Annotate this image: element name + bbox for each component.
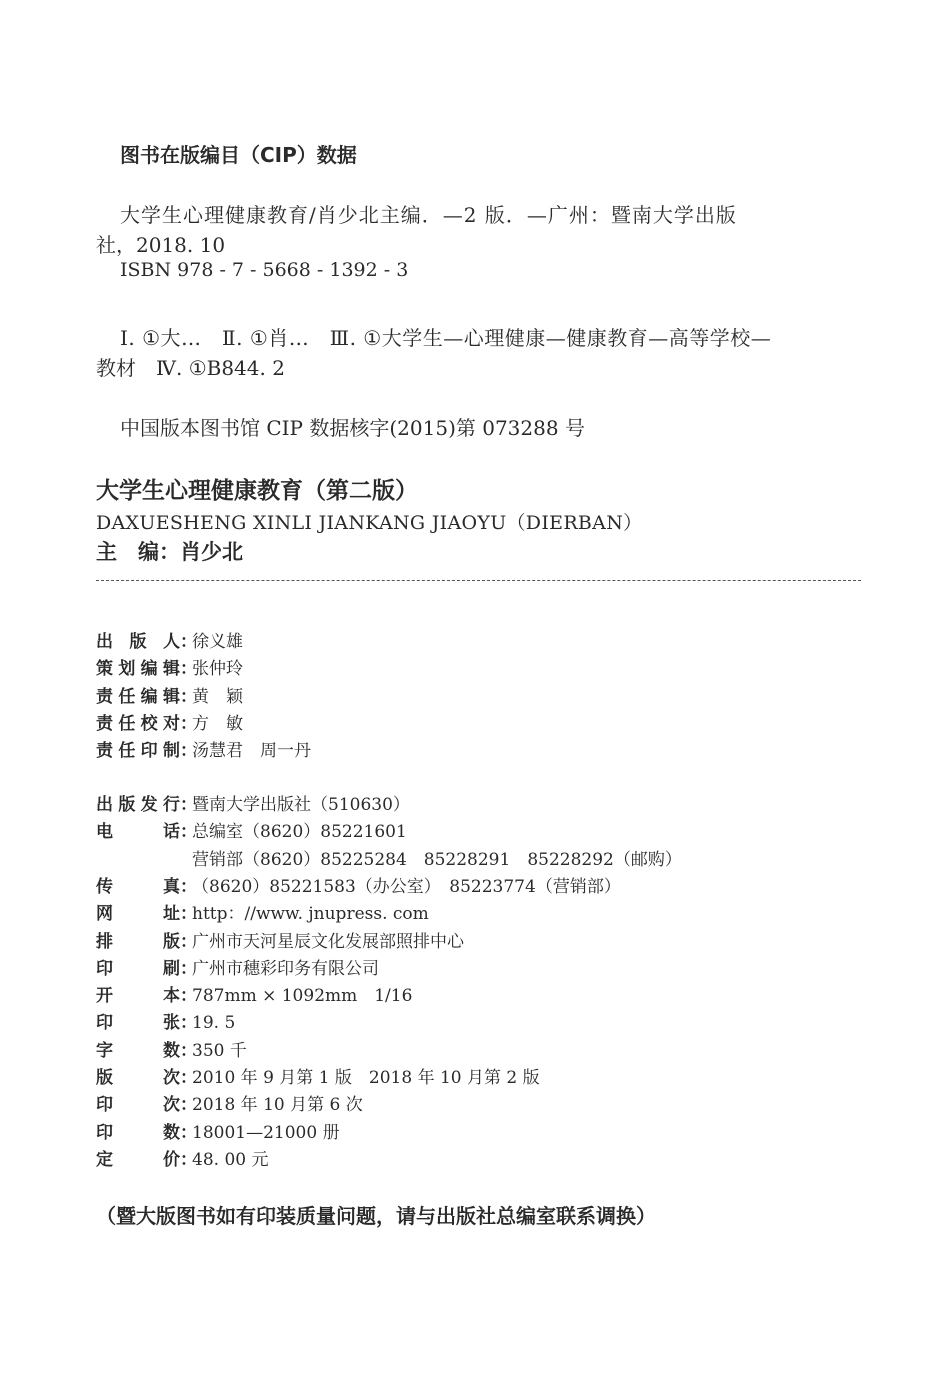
book-editor [96,536,243,566]
staff-row-label: 策 划 编 辑 [96,659,180,680]
staff-row-label: 责 任 编 辑 [96,686,180,707]
publishing-row-label: 出 版 发 行 [96,795,180,815]
staff-row-value: 张仲玲 [192,659,243,680]
publishing-row-colon: ： [180,958,197,979]
publishing-row-value: 总编室（8620）85221601 [192,822,407,843]
staff-row-label: 责 任 校 对 [96,713,180,734]
publishing-row-label: 开 本 [96,986,180,1007]
publishing-row [96,817,407,841]
publishing-row-colon: ： [180,1095,197,1116]
publishing-row-value: 18001—21000 册 [192,1122,340,1143]
staff-row-value: 汤慧君 周一丹 [192,741,311,762]
publishing-row [96,872,621,896]
publishing-row [96,1090,363,1114]
publishing-row [96,1118,340,1142]
staff-row-colon: ： [180,659,197,680]
publishing-row-label: 电 话 [96,822,180,843]
dashed-divider [96,580,861,581]
publishing-row-value: 2010 年 9 月第 1 版 2018 年 10 月第 2 版 [192,1068,540,1088]
publishing-row-colon: ： [180,986,197,1007]
publishing-row [96,1008,235,1032]
publishing-row-value: 48. 00 元 [192,1149,269,1170]
publishing-row-value: 2018 年 10 月第 6 次 [192,1095,363,1116]
staff-row-value: 徐义雄 [192,632,243,652]
publishing-row-label: 字 数 [96,1040,180,1061]
publishing-row-value: 787mm × 1092mm 1/16 [192,986,413,1007]
editor-name: 肖少北 [180,540,243,564]
publishing-row [96,1063,540,1087]
publishing-row-value: 暨南大学出版社（510630） [192,795,410,815]
cip-entry-line-2: 社，2018. 10 [96,233,226,257]
publishing-row-colon: ： [180,795,197,815]
cip-isbn: ISBN 978 - 7 - 5668 - 1392 - 3 [120,259,409,281]
publishing-row [96,899,429,923]
quality-notice: （暨大版图书如有印装质量问题，请与出版社总编室联系调换） [96,1204,656,1228]
book-title: 大学生心理健康教育（第二版） [96,478,418,504]
publishing-row-label: 印 次 [96,1095,180,1116]
publishing-row [96,1036,247,1060]
staff-row-value: 方 敏 [192,713,243,734]
publishing-row-value: 广州市天河星辰文化发展部照排中心 [192,931,464,952]
staff-row [96,627,243,651]
publishing-row-label: 印 数 [96,1122,180,1143]
publishing-row-value: 350 千 [192,1040,247,1061]
publishing-row [96,1145,268,1169]
publishing-row-label: 网 址 [96,904,180,925]
publishing-row-value: 广州市穗彩印务有限公司 [192,958,379,979]
staff-row-colon: ： [180,686,197,707]
publishing-row-label: 传 真 [96,876,180,897]
cip-classification-line-2: 教材 Ⅳ. ①B844. 2 [96,356,285,380]
publishing-row-value: http：//www. jnupress. com [192,904,429,925]
staff-row [96,709,243,733]
publishing-row [96,927,464,951]
publishing-row-label: 印 刷 [96,958,180,979]
publishing-row-label: 排 版 [96,931,180,952]
publishing-row-colon: ： [180,904,197,925]
staff-row [96,682,243,706]
publishing-row-continuation: 营销部（8620）85225284 85228291 85228292（邮购） [192,849,682,870]
cip-verification-number: 中国版本图书馆 CIP 数据核字(2015)第 073288 号 [120,416,585,440]
publishing-row-value: 19. 5 [192,1013,236,1034]
publishing-row-colon: ： [180,1013,197,1034]
staff-row-colon: ： [180,632,197,652]
publishing-row-colon: ： [180,931,197,952]
staff-row [96,654,243,678]
publishing-row-colon: ： [180,1040,197,1061]
publishing-row-colon: ： [180,1068,197,1088]
cip-heading: 图书在版编目（CIP）数据 [120,143,357,167]
cip-entry-line-1: 大学生心理健康教育/肖少北主编．—2 版．—广州：暨南大学出版 [120,203,737,227]
publishing-row-colon: ： [180,822,197,843]
publishing-row-label: 定 价 [96,1149,180,1170]
publishing-row-colon: ： [180,1149,197,1170]
staff-row-colon: ： [180,713,197,734]
publishing-row [96,954,379,978]
publishing-row-colon: ： [180,1122,197,1143]
staff-row [96,736,311,760]
publishing-row-value: （8620）85221583（办公室） 85223774（营销部） [192,876,621,897]
publishing-row-label: 印 张 [96,1013,180,1034]
editor-label: 主 编： [96,540,180,564]
publishing-row [96,981,412,1005]
staff-row-label: 责 任 印 制 [96,741,180,762]
publishing-row [96,790,410,814]
book-title-pinyin: DAXUESHENG XINLI JIANKANG JIAOYU（DIERBAN） [96,512,643,534]
staff-row-label: 出 版 人 [96,632,180,652]
publishing-row-colon: ： [180,876,197,897]
staff-row-colon: ： [180,741,197,762]
publishing-row-label: 版 次 [96,1068,180,1088]
staff-row-value: 黄 颖 [192,686,243,707]
cip-classification-line-1: Ⅰ. ①大… Ⅱ. ①肖… Ⅲ. ①大学生—心理健康—健康教育—高等学校— [120,326,772,350]
